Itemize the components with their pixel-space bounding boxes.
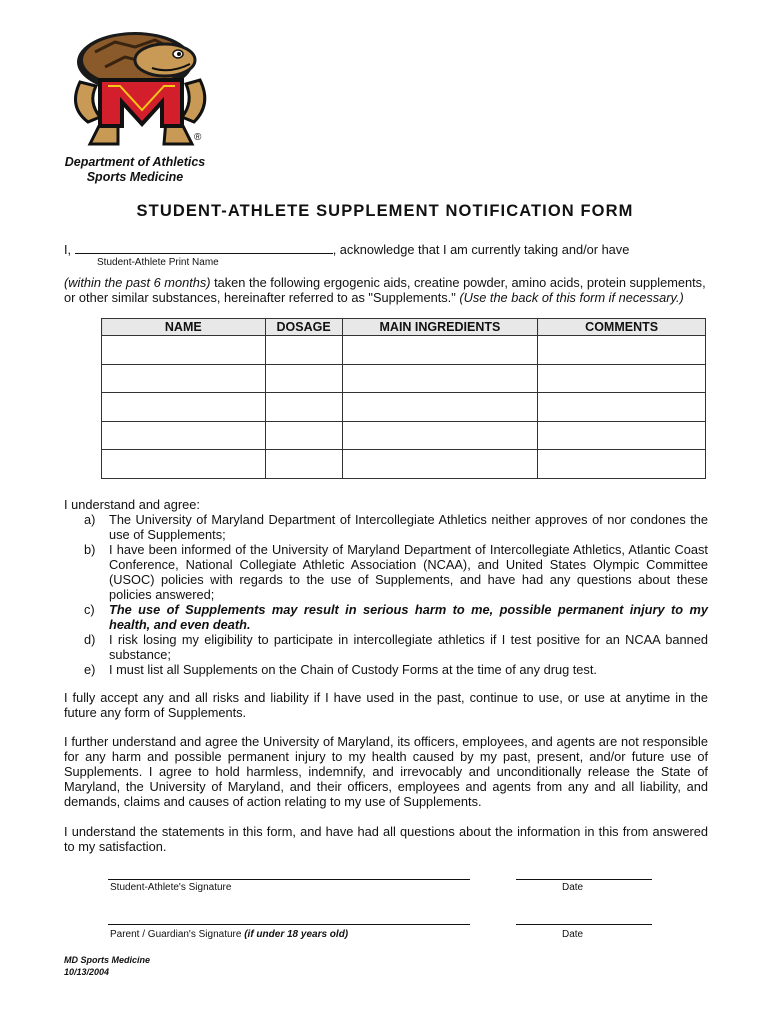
column-header-dosage: DOSAGE — [265, 319, 342, 336]
footer-source: MD Sports Medicine — [64, 955, 151, 965]
release-paragraph: I further understand and agree the University of Maryland, its officers, employees, and agents are not responsible for any harm and possible permanent injury to my health caused by my past, present, and/or future use of Supplements. I agree to hold harmless, indemnify, and irrevocably and unconditionally release the State of Maryland, the University of Maryland, and their officers, employees and agents from any and all liability, and demands, claims and causes of action relating to my use of Supplements. — [64, 734, 708, 809]
back-note: (Use the back of this form if necessary.) — [459, 290, 684, 305]
item-text: I have been informed of the University of Maryland Department of Intercollegiate Athletics, Atlantic Coast Conference, National Collegiate Athletic Association (NCAA), and United States Olympic Committee (USOC) policies with regards to the use of Supplements, and have had any questions about these policies answered; — [109, 542, 708, 602]
guardian-label-text: Parent / Guardian's Signature — [110, 929, 245, 940]
athlete-date-line[interactable] — [516, 879, 652, 880]
division-name: Sports Medicine — [86, 170, 184, 184]
dosage-cell[interactable] — [265, 421, 342, 450]
guardian-signature-label — [110, 929, 348, 940]
footer-date: 10/13/2004 — [64, 967, 110, 977]
athlete-signature-label: Student-Athlete's Signature — [110, 882, 232, 893]
name-cell[interactable] — [102, 336, 266, 365]
timeframe-italic: (within the past 6 months) — [64, 275, 211, 290]
name-cell[interactable] — [102, 364, 266, 393]
item-text: I must list all Supplements on the Chain of Custody Forms at the time of any drug test. — [109, 662, 597, 677]
print-name-caption: Student-Athlete Print Name — [97, 257, 219, 268]
item-text: The University of Maryland Department of Intercollegiate Athletics neither approves of nor condones the use of Supplements; — [109, 512, 708, 542]
item-marker: e) — [84, 662, 96, 677]
item-text-warning: The use of Supplements may result in serious harm to me, possible permanent injury to my health, and even death. — [109, 602, 708, 632]
agreement-item-d — [64, 632, 708, 662]
ingredients-cell[interactable] — [342, 450, 538, 479]
name-cell[interactable] — [102, 393, 266, 422]
comments-cell[interactable] — [538, 450, 706, 479]
intro-prefix: I, — [64, 242, 72, 257]
agreement-list — [64, 512, 708, 677]
table-row — [102, 336, 706, 365]
table-row — [102, 421, 706, 450]
guardian-date-label: Date — [562, 929, 584, 940]
supplement-table — [101, 318, 706, 479]
column-header-main-ingredients: MAIN INGREDIENTS — [342, 319, 538, 336]
athlete-signature-line[interactable] — [108, 879, 470, 880]
print-name-field[interactable] — [75, 242, 333, 254]
guardian-signature-line[interactable] — [108, 924, 470, 925]
timeframe-paragraph — [64, 275, 708, 305]
timeframe-text: taken the following ergogenic aids, creatine powder, amino acids, protein supplements, or other similar substances, hereinafter referred to as "Supplements." — [64, 275, 706, 305]
column-header-name: NAME — [102, 319, 266, 336]
dosage-cell[interactable] — [265, 364, 342, 393]
item-marker: a) — [84, 512, 96, 527]
agreement-item-b — [64, 542, 708, 602]
table-row — [102, 450, 706, 479]
department-name: Department of Athletics — [64, 155, 206, 169]
comments-cell[interactable] — [538, 336, 706, 365]
form-title: STUDENT-ATHLETE SUPPLEMENT NOTIFICATION FORM — [136, 202, 634, 220]
item-text: I risk losing my eligibility to participate in intercollegiate athletics if I test positive for an NCAA banned substance; — [109, 632, 708, 662]
comments-cell[interactable] — [538, 421, 706, 450]
dosage-cell[interactable] — [265, 393, 342, 422]
item-marker: c) — [84, 602, 95, 617]
ingredients-cell[interactable] — [342, 364, 538, 393]
table-row — [102, 364, 706, 393]
item-marker: b) — [84, 542, 96, 557]
comments-cell[interactable] — [538, 393, 706, 422]
dosage-cell[interactable] — [265, 336, 342, 365]
ingredients-cell[interactable] — [342, 393, 538, 422]
agreement-item-c — [64, 602, 708, 632]
registered-mark: ® — [194, 132, 202, 143]
guardian-age-note: (if under 18 years old) — [244, 929, 349, 940]
terrapin-logo — [60, 22, 220, 150]
intro-line — [64, 242, 724, 257]
agreement-lead: I understand and agree: — [64, 497, 200, 512]
athlete-date-label: Date — [562, 882, 584, 893]
comments-cell[interactable] — [538, 364, 706, 393]
ingredients-cell[interactable] — [342, 421, 538, 450]
understanding-paragraph: I understand the statements in this form, and have had all questions about the information in this from answered to my satisfaction. — [64, 824, 708, 854]
name-cell[interactable] — [102, 421, 266, 450]
guardian-date-line[interactable] — [516, 924, 652, 925]
ingredients-cell[interactable] — [342, 336, 538, 365]
intro-suffix: , acknowledge that I am currently taking and/or have — [332, 242, 630, 257]
agreement-item-a — [64, 512, 708, 542]
dosage-cell[interactable] — [265, 450, 342, 479]
item-marker: d) — [84, 632, 96, 647]
column-header-comments: COMMENTS — [538, 319, 706, 336]
agreement-item-e — [64, 662, 708, 677]
table-row — [102, 393, 706, 422]
risk-acceptance-paragraph: I fully accept any and all risks and liability if I have used in the past, continue to use, or use at anytime in the future any form of Supplements. — [64, 690, 708, 720]
name-cell[interactable] — [102, 450, 266, 479]
